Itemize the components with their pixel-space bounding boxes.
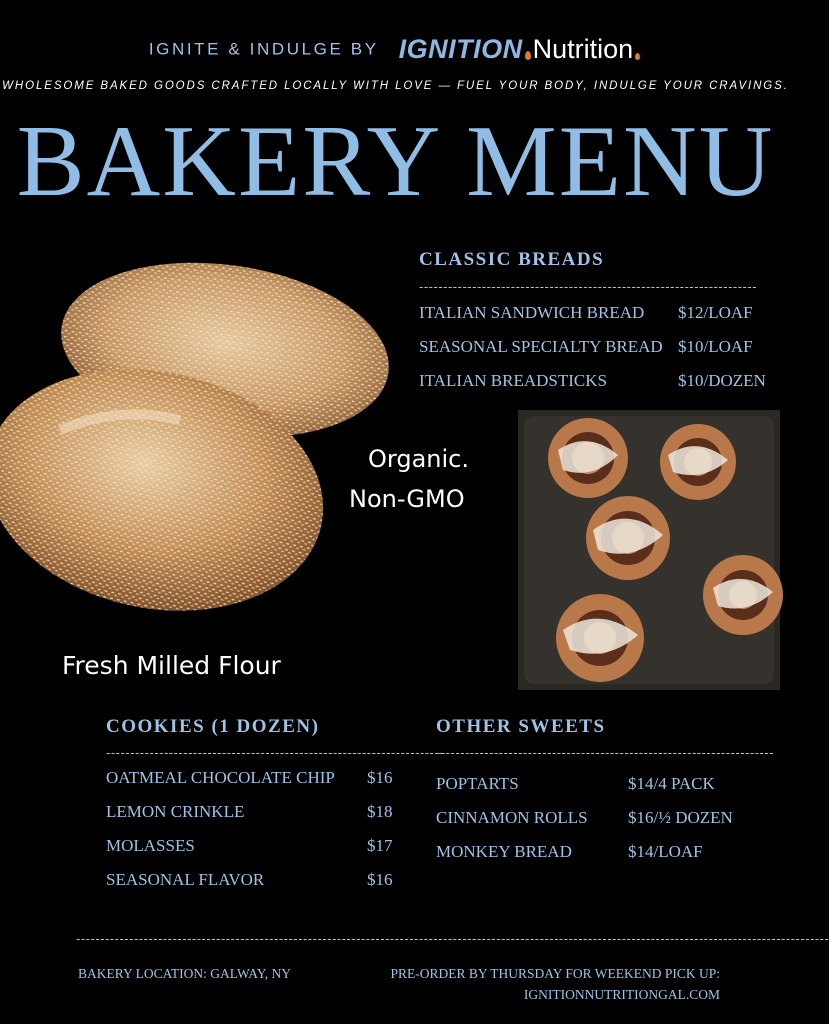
brand-line	[0, 34, 791, 65]
fresh-milled-flour-label: Fresh Milled Flour	[62, 651, 281, 680]
cookie-item-price: $18	[367, 802, 393, 821]
cookie-item-price: $16	[367, 870, 393, 889]
cookies-heading: COOKIES (1 DOZEN)	[106, 716, 320, 737]
cookie-item-name: OATMEAL CHOCOLATE CHIP	[106, 768, 335, 787]
logo-word-ignition: IGNITION	[398, 34, 523, 64]
website-link[interactable]: IGNITIONNUTRITIONGAL.COM	[523, 987, 720, 1002]
cookie-item-name: SEASONAL FLAVOR	[106, 870, 265, 889]
cookie-item-price: $17	[367, 836, 393, 855]
bread-loaves-image	[0, 255, 395, 615]
tagline: WHOLESOME BAKED GOODS CRAFTED LOCALLY WITH LOVE — FUEL YOUR BODY, INDULGE YOUR CRAVINGS.	[2, 80, 789, 92]
bread-item-price: $12/LOAF	[678, 303, 753, 322]
footer-divider: ------------------------------------------------------------------------------------------------------------------------------------------------------------	[76, 931, 829, 946]
sweets-item-price: $16/½ DOZEN	[628, 808, 733, 827]
cookie-item-name: MOLASSES	[106, 836, 195, 855]
non-gmo-label: Non-GMO	[349, 485, 465, 513]
cookie-item-name: LEMON CRINKLE	[106, 802, 245, 821]
flame-icon	[525, 51, 531, 60]
preorder-note: PRE-ORDER BY THURSDAY FOR WEEKEND PICK UP:	[390, 966, 720, 981]
sweets-item-price: $14/LOAF	[628, 842, 703, 861]
bakery-location: BAKERY LOCATION: GALWAY, NY	[78, 966, 292, 981]
bread-item-name: SEASONAL SPECIALTY BREAD	[419, 337, 663, 356]
divider: ----------------------------------------------------------------------	[106, 745, 445, 760]
bread-item-name: ITALIAN SANDWICH BREAD	[419, 303, 645, 322]
logo-word-nutrition: Nutrition	[532, 34, 634, 64]
organic-label: Organic.	[368, 445, 469, 473]
sweets-item-name: POPTARTS	[436, 774, 519, 793]
classic-breads-heading: CLASSIC BREADS	[419, 249, 605, 270]
cinnamon-rolls-image	[518, 410, 780, 690]
page-title: BAKERY MENU	[16, 105, 775, 218]
divider: ----------------------------------------------------------------------	[436, 745, 775, 760]
bread-item-price: $10/DOZEN	[678, 371, 766, 390]
sweets-item-name: MONKEY BREAD	[436, 842, 572, 861]
divider: ----------------------------------------------------------------------	[419, 279, 758, 294]
bread-item-name: ITALIAN BREADSTICKS	[419, 371, 607, 390]
brand-prefix: IGNITE & INDULGE BY	[148, 39, 379, 59]
sweets-item-name: CINNAMON ROLLS	[436, 808, 588, 827]
cookie-item-price: $16	[367, 768, 393, 787]
bread-item-price: $10/LOAF	[678, 337, 753, 356]
brand-logo	[399, 34, 643, 65]
droplet-icon	[635, 53, 640, 60]
other-sweets-heading: OTHER SWEETS	[436, 716, 606, 737]
sweets-item-price: $14/4 PACK	[628, 774, 715, 793]
